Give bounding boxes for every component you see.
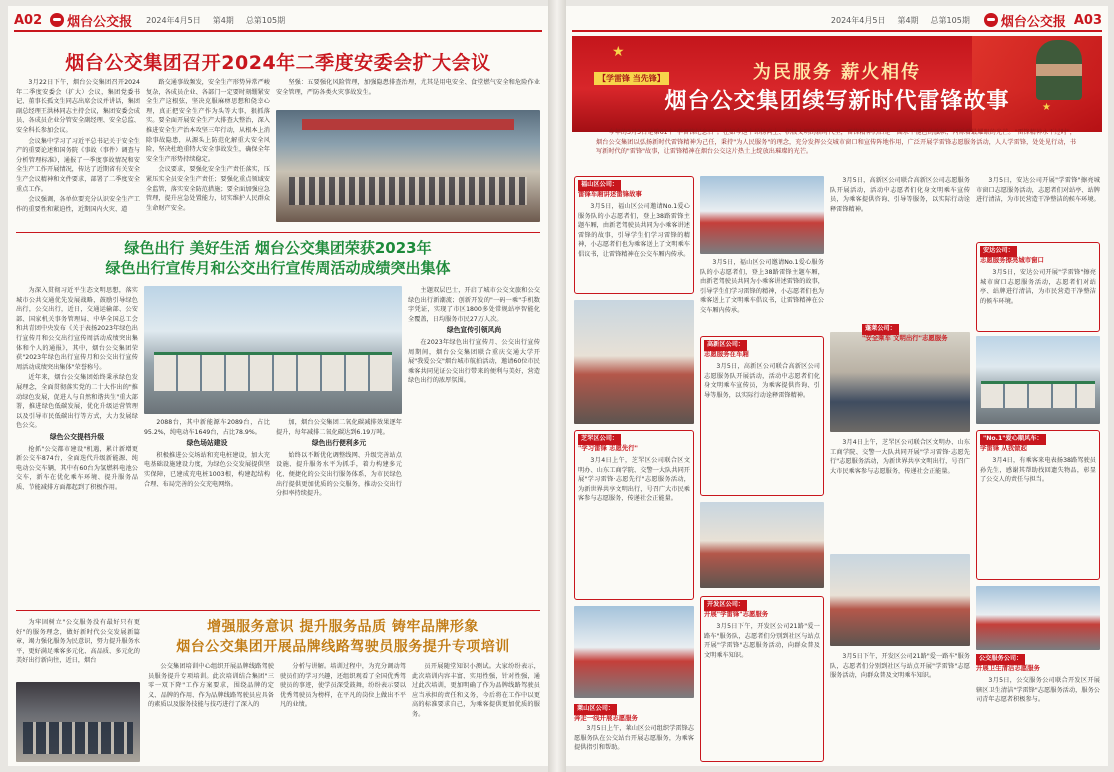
section-tag: 高新区公司： xyxy=(704,340,747,351)
section-title: "安全乘车 文明出行"志愿服务 xyxy=(862,334,948,342)
bus-fleet-photo xyxy=(144,286,402,414)
section-tag: "No.1"爱心顺风车： xyxy=(980,434,1046,445)
section-title: 学雷锋 从我做起 xyxy=(980,444,1027,452)
page-number: A02 xyxy=(14,12,43,28)
article2-col4: 主题双层巴士，开启了城市公交文旅和公交绿色出行新潮流；创新开发的"一码一乘"手机数字凭证，实现了市区1800多处常规站亭智能化全覆盖，日均服务市民27万人次。 绿色宣传引领风尚 在2023年绿色出行宣传月、公交出行宣传周期间，烟台公交集团联合重庆交通大学开展"我爱公交"烟台城市航拍活动，邀请60位市民乘客共同见证公交出行带来的便利与美好，营造绿色出行的浓厚氛围。 xyxy=(408,287,540,385)
issue-total: 总第105期 xyxy=(245,15,286,25)
volunteer-photo xyxy=(574,300,694,424)
station-photo xyxy=(976,336,1100,424)
section-title: 志愿服务擦亮城市窗口 xyxy=(980,256,1044,264)
section-text: 3月5日，公交服务公司联合开发区开展辖区卫生清洁"学雷锋"志愿服务活动，服务公司青年志愿者积极参与。 xyxy=(976,677,1100,704)
bus-photo xyxy=(976,586,1100,650)
subheading: 绿色宣传引领风尚 xyxy=(446,326,502,335)
brand: 烟台公交报 xyxy=(984,11,1066,30)
page-number: A03 xyxy=(1073,12,1102,28)
section-text: 3月5日，高新区公司联合高新区公司志愿服务队开展活动，活动中志愿者们化身文明乘车宣传员，为乘客提供咨询、引导等服务，以实际行动诠释雷锋精神。 xyxy=(704,363,820,399)
lei-feng-banner xyxy=(572,36,1102,132)
article3-col1: 为牢固树立"公交服务没有最好只有更好"的服务理念，做好新时代公交发展新篇章，竭力强化服务为民意识，努力提升服务水平，更好满足乘客多元化、高品质、多元化的美好出行新向往，近日，烟台 xyxy=(16,619,140,665)
page-gutter xyxy=(548,0,566,772)
section-tag: 安达公司： xyxy=(980,246,1017,257)
article2-col3: 加，烟台公交集团二氧化碳减排效果逐年提升，每年减排二氧化碳达到6.19万吨。 绿色出行便利多元 始终以不断优化调整线网、升级完善站点设施、提升服务水平为抓手，着力构建多元化、便捷化的公交出行服务体系，为市民绿色出行提供更加优质的公交服务，推动公交出行分担率持续提升。 xyxy=(276,419,402,498)
article2-title-line2: 绿色出行宣传月和公交出行宣传周活动成绩突出集体 xyxy=(105,259,451,277)
star-icon: ★ xyxy=(1042,102,1051,113)
article2-col2: 2088台，其中新能源车2089台，占比95.2%，纯电动车1649台，占比78.9%。 绿色场站建设 积极推进公交场站和充电桩建设，加大充电基础设施建设力度，为绿色公交发展提供坚实保障，已建成充电桩1003根，构建起结构合理、布局完善的公交充电网络。 xyxy=(144,419,270,488)
section-title: 奔走一线开展志愿服务 xyxy=(574,714,638,722)
section-tag: 莱山区公司： xyxy=(574,704,617,715)
article1-col1: 3月22日下午，烟台公交集团召开2024年二季度安委会（扩大）会议，集团党委书记、董事长孤文生同志出席会议并讲话，集团副总经理王洪林同志主持会议，集团安委会成员、各成员企业分管安全副经理、安全总监、安全科长参加会议。 会议集中学习了习近平总书记关于安全生产的重要论述和国务院《事故（事件）调查与分析管理标准》，通报了一季度事故情况和安全生产工作开展情况，传达了近期省有关安全生产会议精神和文件要求，部署了二季度安全重点工作。 会议强调，各单位要充分认识安全生产工作的重要性和紧迫性，近期国内火灾、道 xyxy=(16,79,140,213)
issue-number: 第4期 xyxy=(212,15,234,25)
section-title: 雷锋车厢讲述雷锋故事 xyxy=(578,190,642,198)
bus-logo-icon xyxy=(984,13,998,27)
subheading: 绿色场站建设 xyxy=(186,439,228,448)
banner-title2: 烟台公交集团续写新时代雷锋故事 xyxy=(664,89,1010,114)
divider xyxy=(16,232,540,233)
right-page xyxy=(566,6,1108,766)
section-text: 3月5日，安达公司开展"学雷锋"擦亮城市窗口志愿服务活动，志愿者们对站亭、站牌进行清洁，为市民营造干净整洁的候车环境。 xyxy=(980,269,1096,305)
section-text: 3月4日上午，芝罘区公司联合区文明办、山东工商学院、交警一大队共同开展"学习雷锋·志愿先行"志愿服务活动，为新世界共享文明出行，号召广大市民乘客参与志愿服务，传递社会正能量。 xyxy=(830,439,970,475)
section-title: 志愿服务在车厢 xyxy=(704,350,749,358)
volunteer-photo xyxy=(830,332,970,432)
article2-title-line1: 绿色出行 美好生活 烟台公交集团荣获2023年 xyxy=(124,239,432,257)
issue-number: 第4期 xyxy=(897,15,919,25)
section-text: 3月4日上午，芝罘区公司联合区文明办、山东工商学院、交警一大队共同开展"学习雷锋·志愿先行"志愿服务活动，为新世界共享文明出行，号召广大市民乘客参与志愿服务，传递社会正能量。 xyxy=(578,457,690,503)
right-page-header xyxy=(572,10,1102,32)
section-text: 3月5日上午，莱山区公司组织学雷锋志愿服务队在公交站台开展志愿服务，为乘客提供指引和帮助。 xyxy=(574,725,694,752)
article3-title-line2: 烟台公交集团开展品牌线路驾驶员服务提升专项培训 xyxy=(176,639,510,655)
article3-col4: 员开展随堂知识小测试。大家纷纷表示，此次培训内容丰富、实用性强，针对性强，通过此次培训，更加明确了作为品牌线路驾驶员应当承担的责任和义务，今后将在工作中以更高的标准要求自己，为乘客提供更加优质的服务。 xyxy=(412,663,540,718)
volunteer-photo xyxy=(700,502,824,588)
section-title: 开展卫生清洁志愿服务 xyxy=(976,664,1040,672)
article3-title-line1: 增强服务意识 提升服务品质 铸牢品牌形象 xyxy=(207,619,479,635)
subheading: 绿色出行便利多元 xyxy=(311,439,367,448)
intro-paragraph: 今年的3月5日是第61个"学雷锋纪念日"。在如今这个昂扬向上、积极文明的新时代里，雷锋精神仍旧是一面永不褪色的旗帜，闪烁着最耀眼的光芒。"雷锋精神永不过时"，烟台公交集团以弘扬新时代雷锋精神为己任，秉持"为人民服务"的理念，充分发挥公交城市窗口和宣传阵地作用，广泛开展学雷锋志愿服务活动，人人学雷锋，处处见行动，书写新时代的"雷锋"故事，让雷锋精神在烟台公交这片热土上绽放出璀璨的光芒。 xyxy=(596,129,1076,156)
section-tag: 福山区公司： xyxy=(578,180,621,191)
brand: 烟台公交报 xyxy=(50,11,132,30)
section-tag: 蓬莱公司： xyxy=(862,324,899,335)
banner-title1: 为民服务 薪火相传 xyxy=(752,62,922,83)
left-page-header xyxy=(14,10,542,32)
article2-col5 xyxy=(408,418,540,604)
section-text: 3月5日，福山区公司邀请No.1爱心服务队的小志愿者们，登上38路雷锋主题车厢，由新老驾驶员共同为小乘客讲述雷锋的故事，引导学生们学习雷锋的精神，小志愿者们也为乘客送上了文明乘车倡议书，让雷锋精神在公交车厢内传承。 xyxy=(578,203,690,258)
subheading: 绿色公交提档升级 xyxy=(49,432,105,441)
bus-photo xyxy=(574,606,694,698)
star-icon: ★ xyxy=(612,44,625,60)
issue-date: 2024年4月5日 xyxy=(830,15,886,25)
training-photo xyxy=(16,682,140,762)
bus-logo-icon xyxy=(50,13,64,27)
article3-col3: 分析与讲解。培训过程中，为充分调动驾驶员们的学习兴趣，还组织观看了全国优秀驾驶员的事迹，使学员深受鼓舞，纷纷表示要以优秀驾驶员为榜样，在平凡的岗位上做出不平凡的业绩。 xyxy=(280,663,406,709)
divider xyxy=(16,610,540,611)
section-text: 3月4日，有乘客来电表扬38路驾驶员孙先生，感谢其帮助找回遗失物品，彰显了公交人的责任与担当。 xyxy=(980,457,1096,484)
section-text: 3月5日，福山区公司邀请No.1爱心服务队的小志愿者们，登上38路雷锋主题车厢，由新老驾驶员共同为小乘客讲述雷锋的故事，引导学生们学习雷锋的精神，小志愿者们也为乘客送上了文明乘车倡议书，让雷锋精神在公交车厢内传承。 xyxy=(700,259,824,314)
section-title: "学习雷锋 志愿先行" xyxy=(578,444,639,452)
section-text: 3月5日下午，开发区公司21路"爱一路车"服务队，志愿者们分别到社区与站点开展"学雷锋"志愿服务活动，向群众普及文明乘车知识。 xyxy=(704,623,820,659)
article1-title: 烟台公交集团召开2024年二季度安委会扩大会议 xyxy=(65,52,491,74)
section-tag: 公交服务公司： xyxy=(976,654,1025,665)
section-text: 3月5日，高新区公司联合高新区公司志愿服务队开展活动，活动中志愿者们化身文明乘车宣传员，为乘客提供咨询、引导等服务，以实际行动诠释雷锋精神。 xyxy=(830,177,970,213)
article1-col2: 路交通事故频发，安全生产形势异常严峻复杂，各成员企业、各部门一定要时刻绷紧安全生产这根弦，坚决克服麻痹思想和侥幸心理，真正把安全生产作为头等大事，狠抓落实。要全面开展安全生产大排查大整治，深入推进安全生产治本攻坚三年行动，从根本上消除事故隐患，从源头上防范化解重大安全风险，坚决杜绝重特大安全事故发生，确保全年安全生产形势持续稳定。 会议要求，要强化安全生产责任落实，压紧压实全员安全生产责任；要强化重点领域安全监管，落实安全防范措施；要全面加强应急管理，提升应急处置能力，切实维护人民群众生命财产安全。 xyxy=(146,79,270,212)
section-tag: 芝罘区公司： xyxy=(578,434,621,445)
issue-date: 2024年4月5日 xyxy=(146,15,201,25)
meeting-photo xyxy=(276,110,540,222)
article2-col1: 为深入贯彻习近平生态文明思想，落实城市公共交通优先发展战略，鼓励引导绿色出行，公交出行，近日，交通运输部、公安部、国家机关事务管理局、中华全国总工会和共青团中央发布《关于表扬2023年绿色出行宣传月和公交出行宣传周活动成绩突出集体和个人的通报》，其中，烟台公交集团荣获"2023年绿色出行宣传月和公交出行宣传周活动成绩突出集体"荣誉称号。 近年来，烟台公交集团始终秉承绿色发展理念，全面贯彻落实党的二十大作出的"推动绿色发展，促进人与自然和谐共生"重大部署，推进绿色低碳发展，优化升级运营管理以及引导市民低碳出行等方式，大力发展绿色公交。 绿色公交提档升级 抢抓"公交都市建设"机遇，累计新增更新公交车874台，全面迭代升级新能源、纯电动公交车辆，其中有60台为氢燃料电池公交车，新车在优化乘车环境、提升服务品质、节能减排方面都起到了积极作用。 xyxy=(16,287,138,491)
issue-total: 总第105期 xyxy=(930,15,970,25)
banner-label: 【学雷锋 当先锋】 xyxy=(594,72,669,85)
section-text: 3月5日，安达公司开展"学雷锋"擦亮城市窗口志愿服务活动，志愿者们对站亭、站牌进行清洁，为市民营造干净整洁的候车环境。 xyxy=(976,177,1100,204)
section-title: 开展"学雷锋"志愿服务 xyxy=(704,610,769,618)
bus-photo xyxy=(700,176,824,254)
section-text: 3月5日下午，开发区公司21路"爱一路车"服务队，志愿者们分别到社区与站点开展"学雷锋"志愿服务活动，向群众普及文明乘车知识。 xyxy=(830,653,970,680)
section-tag: 开发区公司： xyxy=(704,600,747,611)
volunteer-photo xyxy=(830,554,970,646)
article3-col2: 公交集团培训中心组织开展品牌线路驾驶员服务提升专项培训。此次培训结合集团"三零一双下降"工作方案要求，围绕品牌的定义、品牌的作用、作为品牌线路驾驶员应具备的素质以及服务技能与技巧进行了深入的 xyxy=(148,663,274,709)
left-page xyxy=(8,6,548,766)
article1-col3: 坚强：五要强化风险管理，加强隐患排查治理，尤其是用电安全、食堂燃气安全和危险作业安全管理，严防各类火灾事故发生。 xyxy=(276,79,540,96)
